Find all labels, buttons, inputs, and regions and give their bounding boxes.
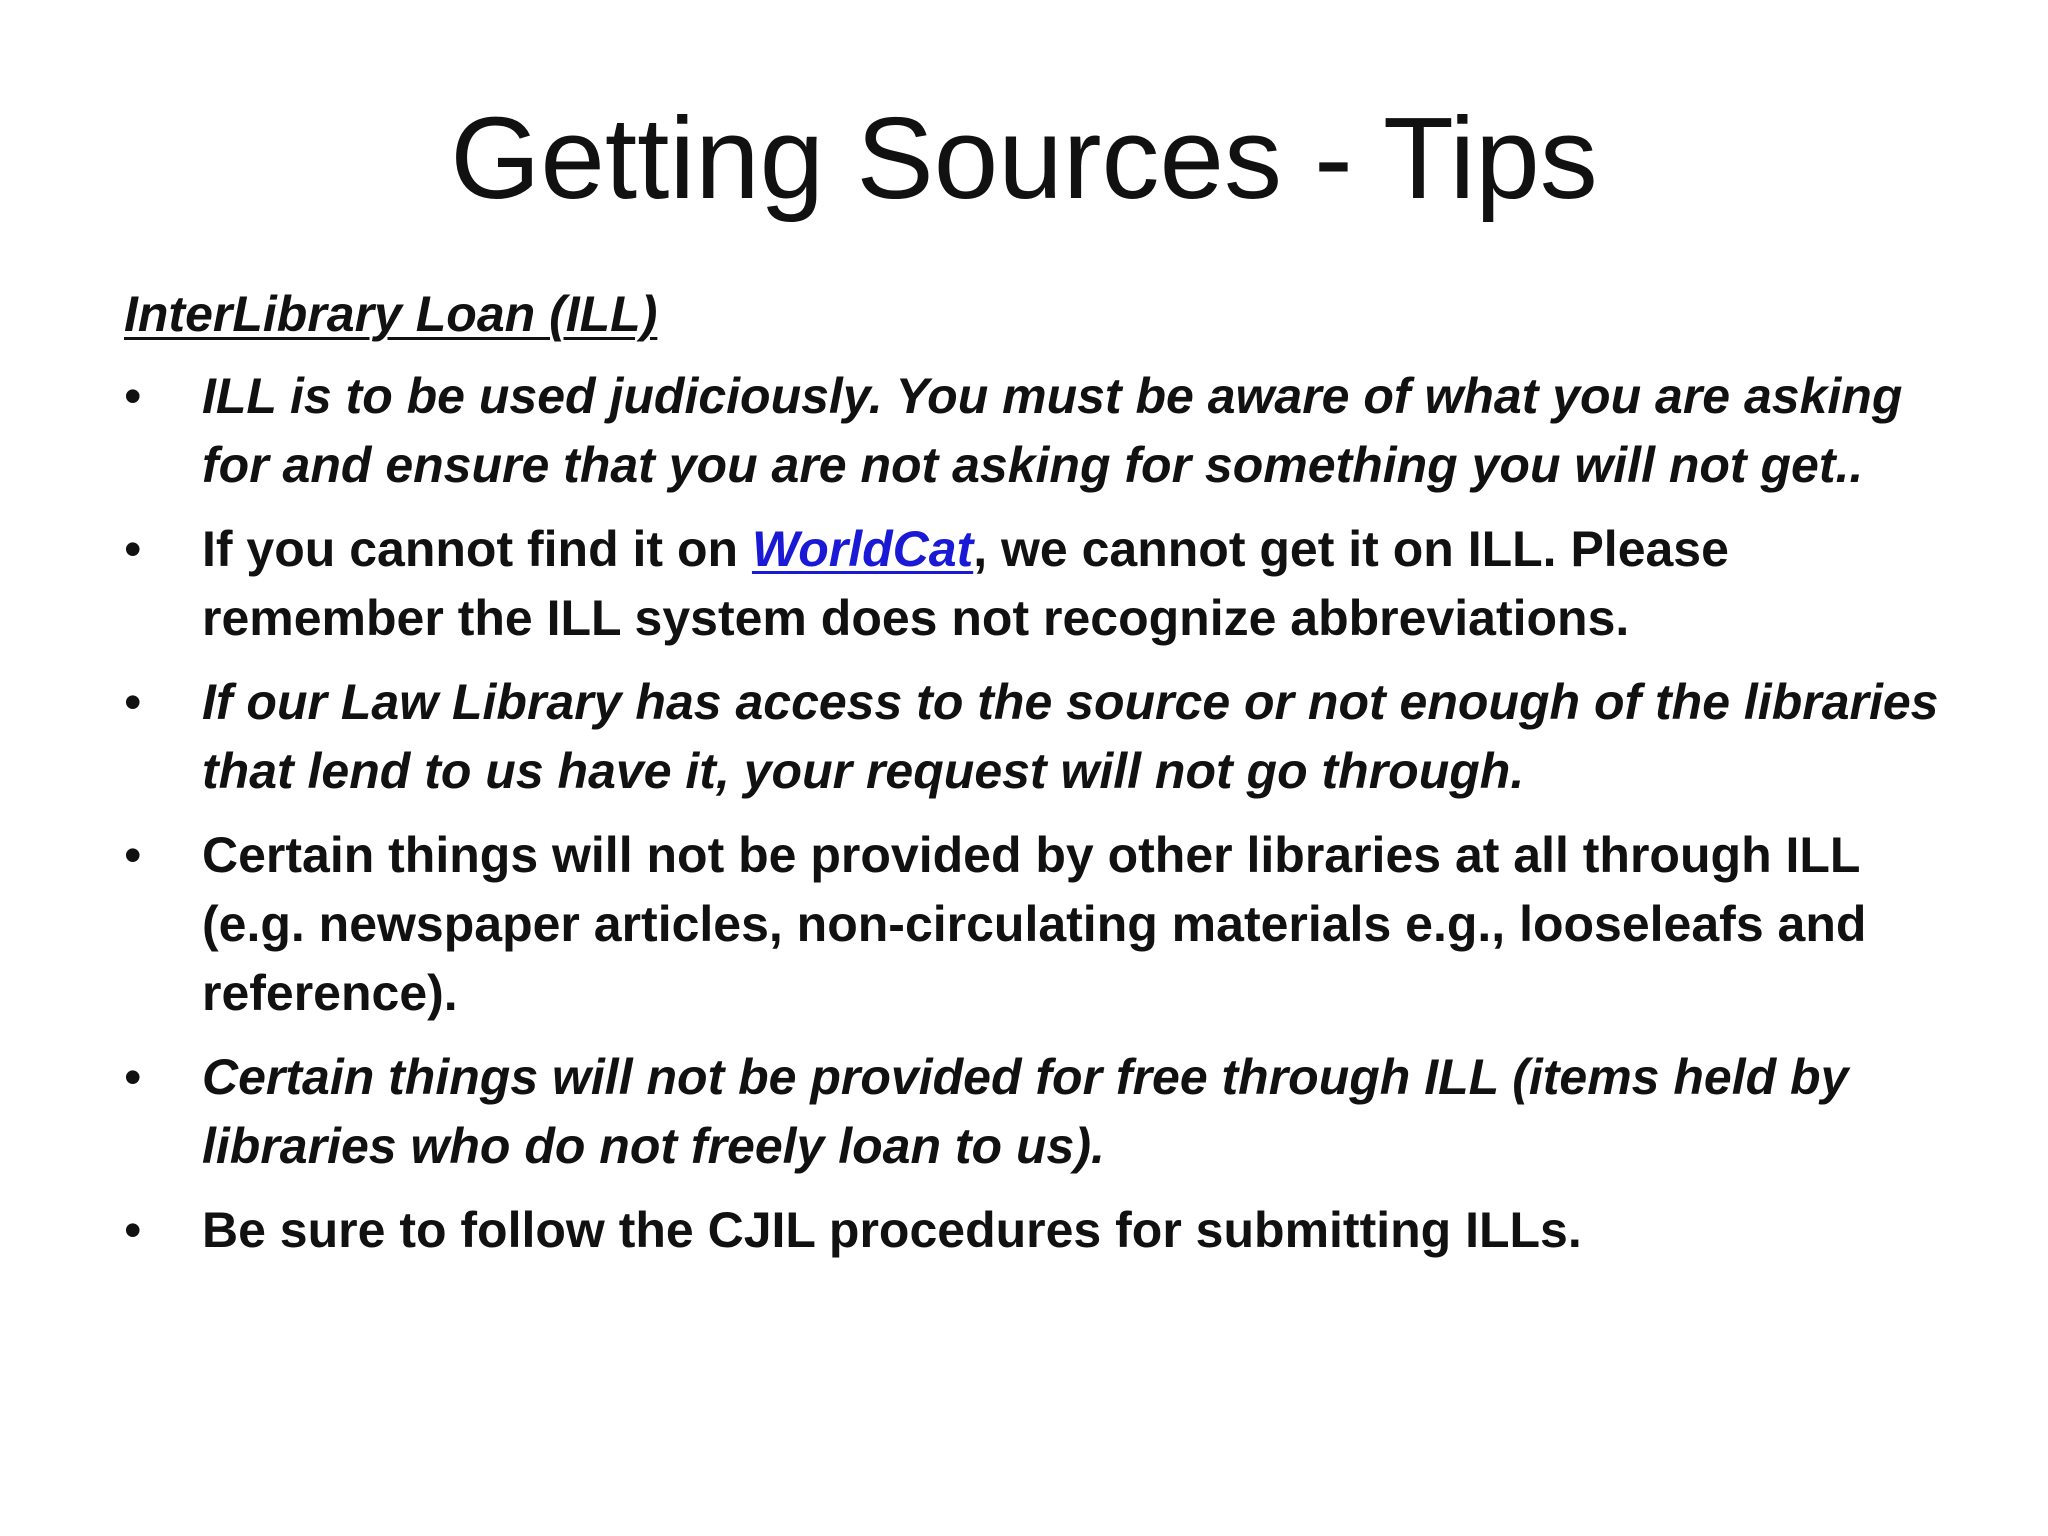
bullet-item-ill-judicious [124,362,1944,500]
bullet-text: Be sure to follow the CJIL procedures for submitting ILLs. [202,1202,1582,1258]
slide-title: Getting Sources - Tips [450,93,1598,223]
bullet-item-worldcat [124,515,1944,653]
worldcat-link[interactable]: WorldCat [751,521,974,577]
bullet-text: ILL is to be used judiciously. You must be aware of what you are asking for and ensure that you are not asking for something you will not get.. [202,368,1903,493]
bullet-list [124,362,1944,1280]
bullet-item-not-free [124,1043,1944,1181]
bullet-item-law-library-access [124,668,1944,806]
section-heading: InterLibrary Loan (ILL) [124,286,658,342]
bullet-marker: • [124,1049,142,1105]
bullet-marker: • [124,521,142,577]
bullet-marker: • [124,674,142,730]
bullet-item-not-provided [124,821,1944,1028]
bullet-text-before-link: If you cannot find it on [202,521,752,577]
bullet-marker: • [124,1202,142,1258]
bullet-marker: • [124,368,142,424]
bullet-marker: • [124,827,142,883]
bullet-text: Certain things will not be provided for free through ILL (items held by libraries who do not freely loan to us). [202,1049,1849,1174]
bullet-text-after-link: , we cannot get it on ILL. Please remember the ILL system does not recognize abbreviations. [202,521,1729,646]
bullet-text: If our Law Library has access to the source or not enough of the libraries that lend to us have it, your request will not go through. [202,674,1939,799]
bullet-text: Certain things will not be provided by other libraries at all through ILL (e.g. newspaper articles, non-circulating materials e.g., looseleafs and reference). [202,827,1867,1021]
bullet-item-cjil-procedures [124,1196,1944,1265]
